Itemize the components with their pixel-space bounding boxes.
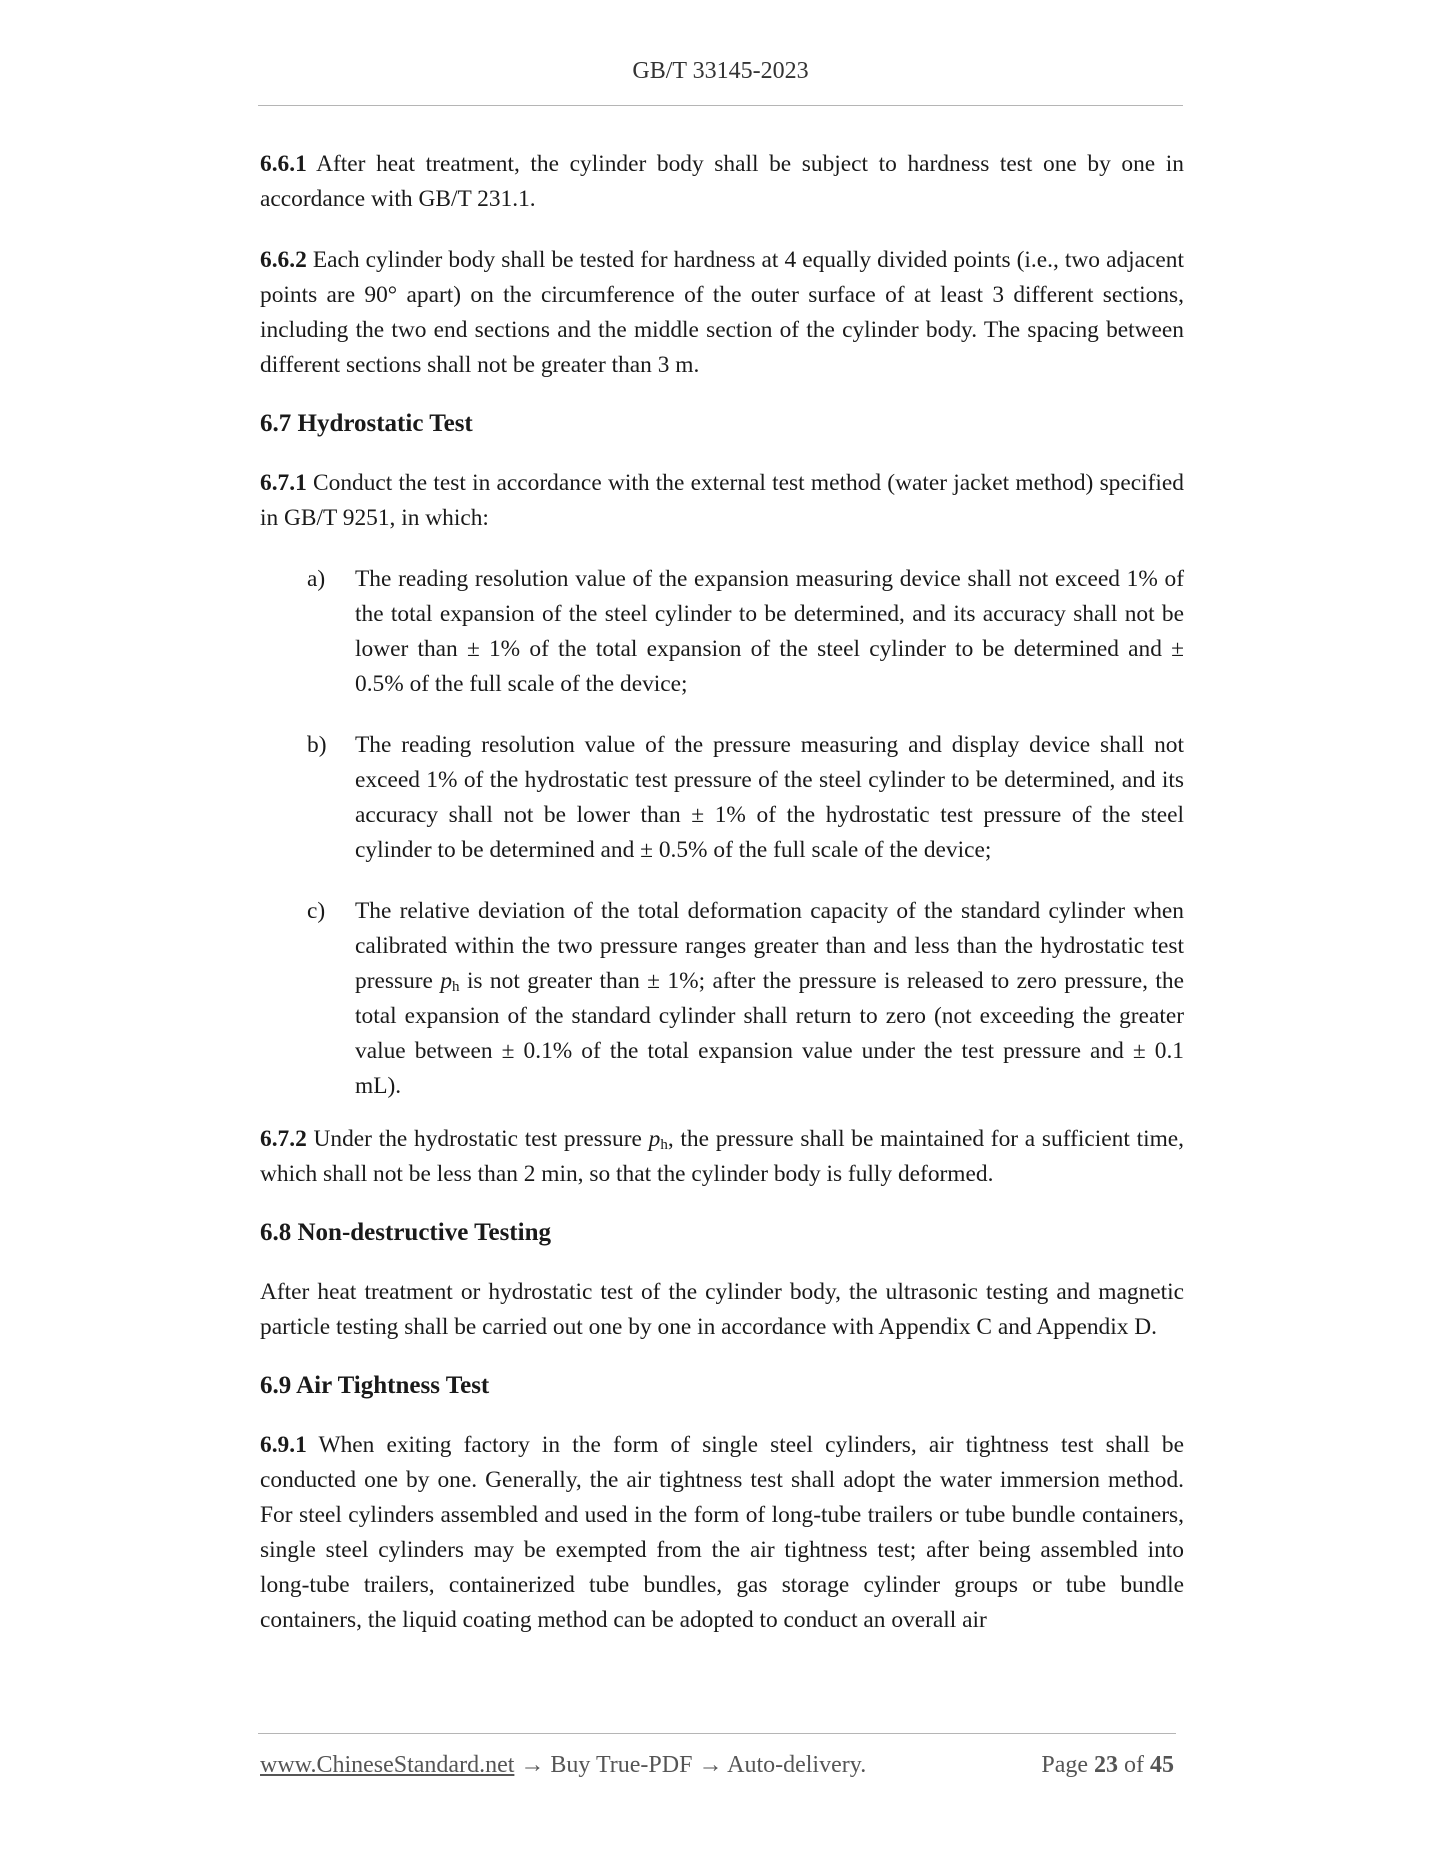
section-heading-6-7: 6.7 Hydrostatic Test	[260, 410, 473, 437]
clause-number: 6.6.2	[260, 247, 307, 273]
page-number: 23	[1094, 1752, 1118, 1778]
section-heading-6-8: 6.8 Non-destructive Testing	[260, 1219, 551, 1246]
clause-text: Conduct the test in accordance with the external test method (water jacket method) specified in GB/T 9251, in which:	[260, 470, 1184, 531]
of-word: of	[1118, 1752, 1150, 1778]
page-indicator	[1041, 1752, 1174, 1779]
pressure-subscript: h	[660, 1137, 668, 1153]
list-label: a)	[307, 566, 326, 592]
list-label: c)	[307, 898, 326, 924]
list-text: The relative deviation of the total deformation capacity of the standard cylinder when calibrated within the two pressure ranges greater than and less than the hydrostatic test pressure	[355, 898, 1184, 994]
pressure-subscript: h	[452, 979, 460, 995]
clause-text: Under the hydrostatic test pressure	[306, 1126, 649, 1152]
footer-promo: → Buy True-PDF → Auto-delivery.	[514, 1752, 867, 1778]
list-item-c	[260, 894, 1184, 1104]
list-text: The reading resolution value of the expansion measuring device shall not exceed 1% of the total expansion of the steel cylinder to be determined, and its accuracy shall not be lower than ± 1% of the total expansion of the steel cylinder to be determined and ± 0.5% of the full scale of the device;	[355, 566, 1184, 697]
clause-6-9-1	[260, 1428, 1184, 1638]
clause-number: 6.7.2	[260, 1126, 307, 1152]
list-label: b)	[307, 732, 327, 758]
list-item-a	[260, 562, 1184, 702]
clause-number: 6.9.1	[260, 1432, 307, 1458]
footer-divider	[258, 1733, 1176, 1734]
clause-number: 6.7.1	[260, 470, 307, 496]
site-link[interactable]: www.ChineseStandard.net	[260, 1752, 515, 1778]
pressure-symbol: p	[440, 968, 453, 994]
clause-6-7-1	[260, 466, 1184, 536]
list-item-b	[260, 728, 1184, 868]
header-divider	[258, 105, 1183, 106]
page-footer	[260, 1752, 1178, 1779]
clause-text-continued: , the pressure shall be maintained for a sufficient time, which shall not be less than 2 min, so that the cylinder body is fully deformed.	[260, 1126, 1184, 1187]
page-word: Page	[1041, 1752, 1094, 1778]
page-total: 45	[1150, 1752, 1174, 1778]
clause-text: Each cylinder body shall be tested for hardness at 4 equally divided points (i.e., two adjacent points are 90° apart) on the circumference of the outer surface of at least 3 different sections, including the two end sections and the middle section of the cylinder body. The spacing between different sections shall not be greater than 3 m.	[260, 247, 1184, 378]
clause-6-6-1	[260, 147, 1184, 217]
clause-6-7-2	[260, 1122, 1184, 1192]
section-heading-6-9: 6.9 Air Tightness Test	[260, 1372, 490, 1399]
clause-text: When exiting factory in the form of single steel cylinders, air tightness test shall be conducted one by one. Generally, the air tightness test shall adopt the water immersion method. For steel cylinders assembled and used in the form of long-tube trailers or tube bundle containers, single steel cylinders may be exempted from the air tightness test; after being assembled into long-tube trailers, containerized tube bundles, gas storage cylinder groups or tube bundle containers, the liquid coating method can be adopted to conduct an overall air	[260, 1432, 1184, 1633]
list-text: The reading resolution value of the pressure measuring and display device shall not exceed 1% of the hydrostatic test pressure of the steel cylinder to be determined, and its accuracy shall not be lower than ± 1% of the hydrostatic test pressure of the steel cylinder to be determined and ± 0.5% of the full scale of the device;	[355, 732, 1184, 863]
list-text-continued: is not greater than ± 1%; after the pressure is released to zero pressure, the total expansion of the standard cylinder shall return to zero (not exceeding the greater value between ± 0.1% of the total expansion value under the test pressure and ± 0.1 mL).	[355, 968, 1184, 1099]
section-6-8-text: After heat treatment or hydrostatic test of the cylinder body, the ultrasonic testing and magnetic particle testing shall be carried out one by one in accordance with Appendix C and Appendix D.	[260, 1279, 1184, 1340]
document-body	[260, 147, 1184, 1664]
clause-6-6-2	[260, 243, 1184, 383]
clause-number: 6.6.1	[260, 151, 307, 177]
pressure-symbol: p	[648, 1126, 661, 1152]
clause-text: After heat treatment, the cylinder body shall be subject to hardness test one by one in accordance with GB/T 231.1.	[260, 151, 1184, 212]
page-header: GB/T 33145-2023	[632, 58, 809, 84]
